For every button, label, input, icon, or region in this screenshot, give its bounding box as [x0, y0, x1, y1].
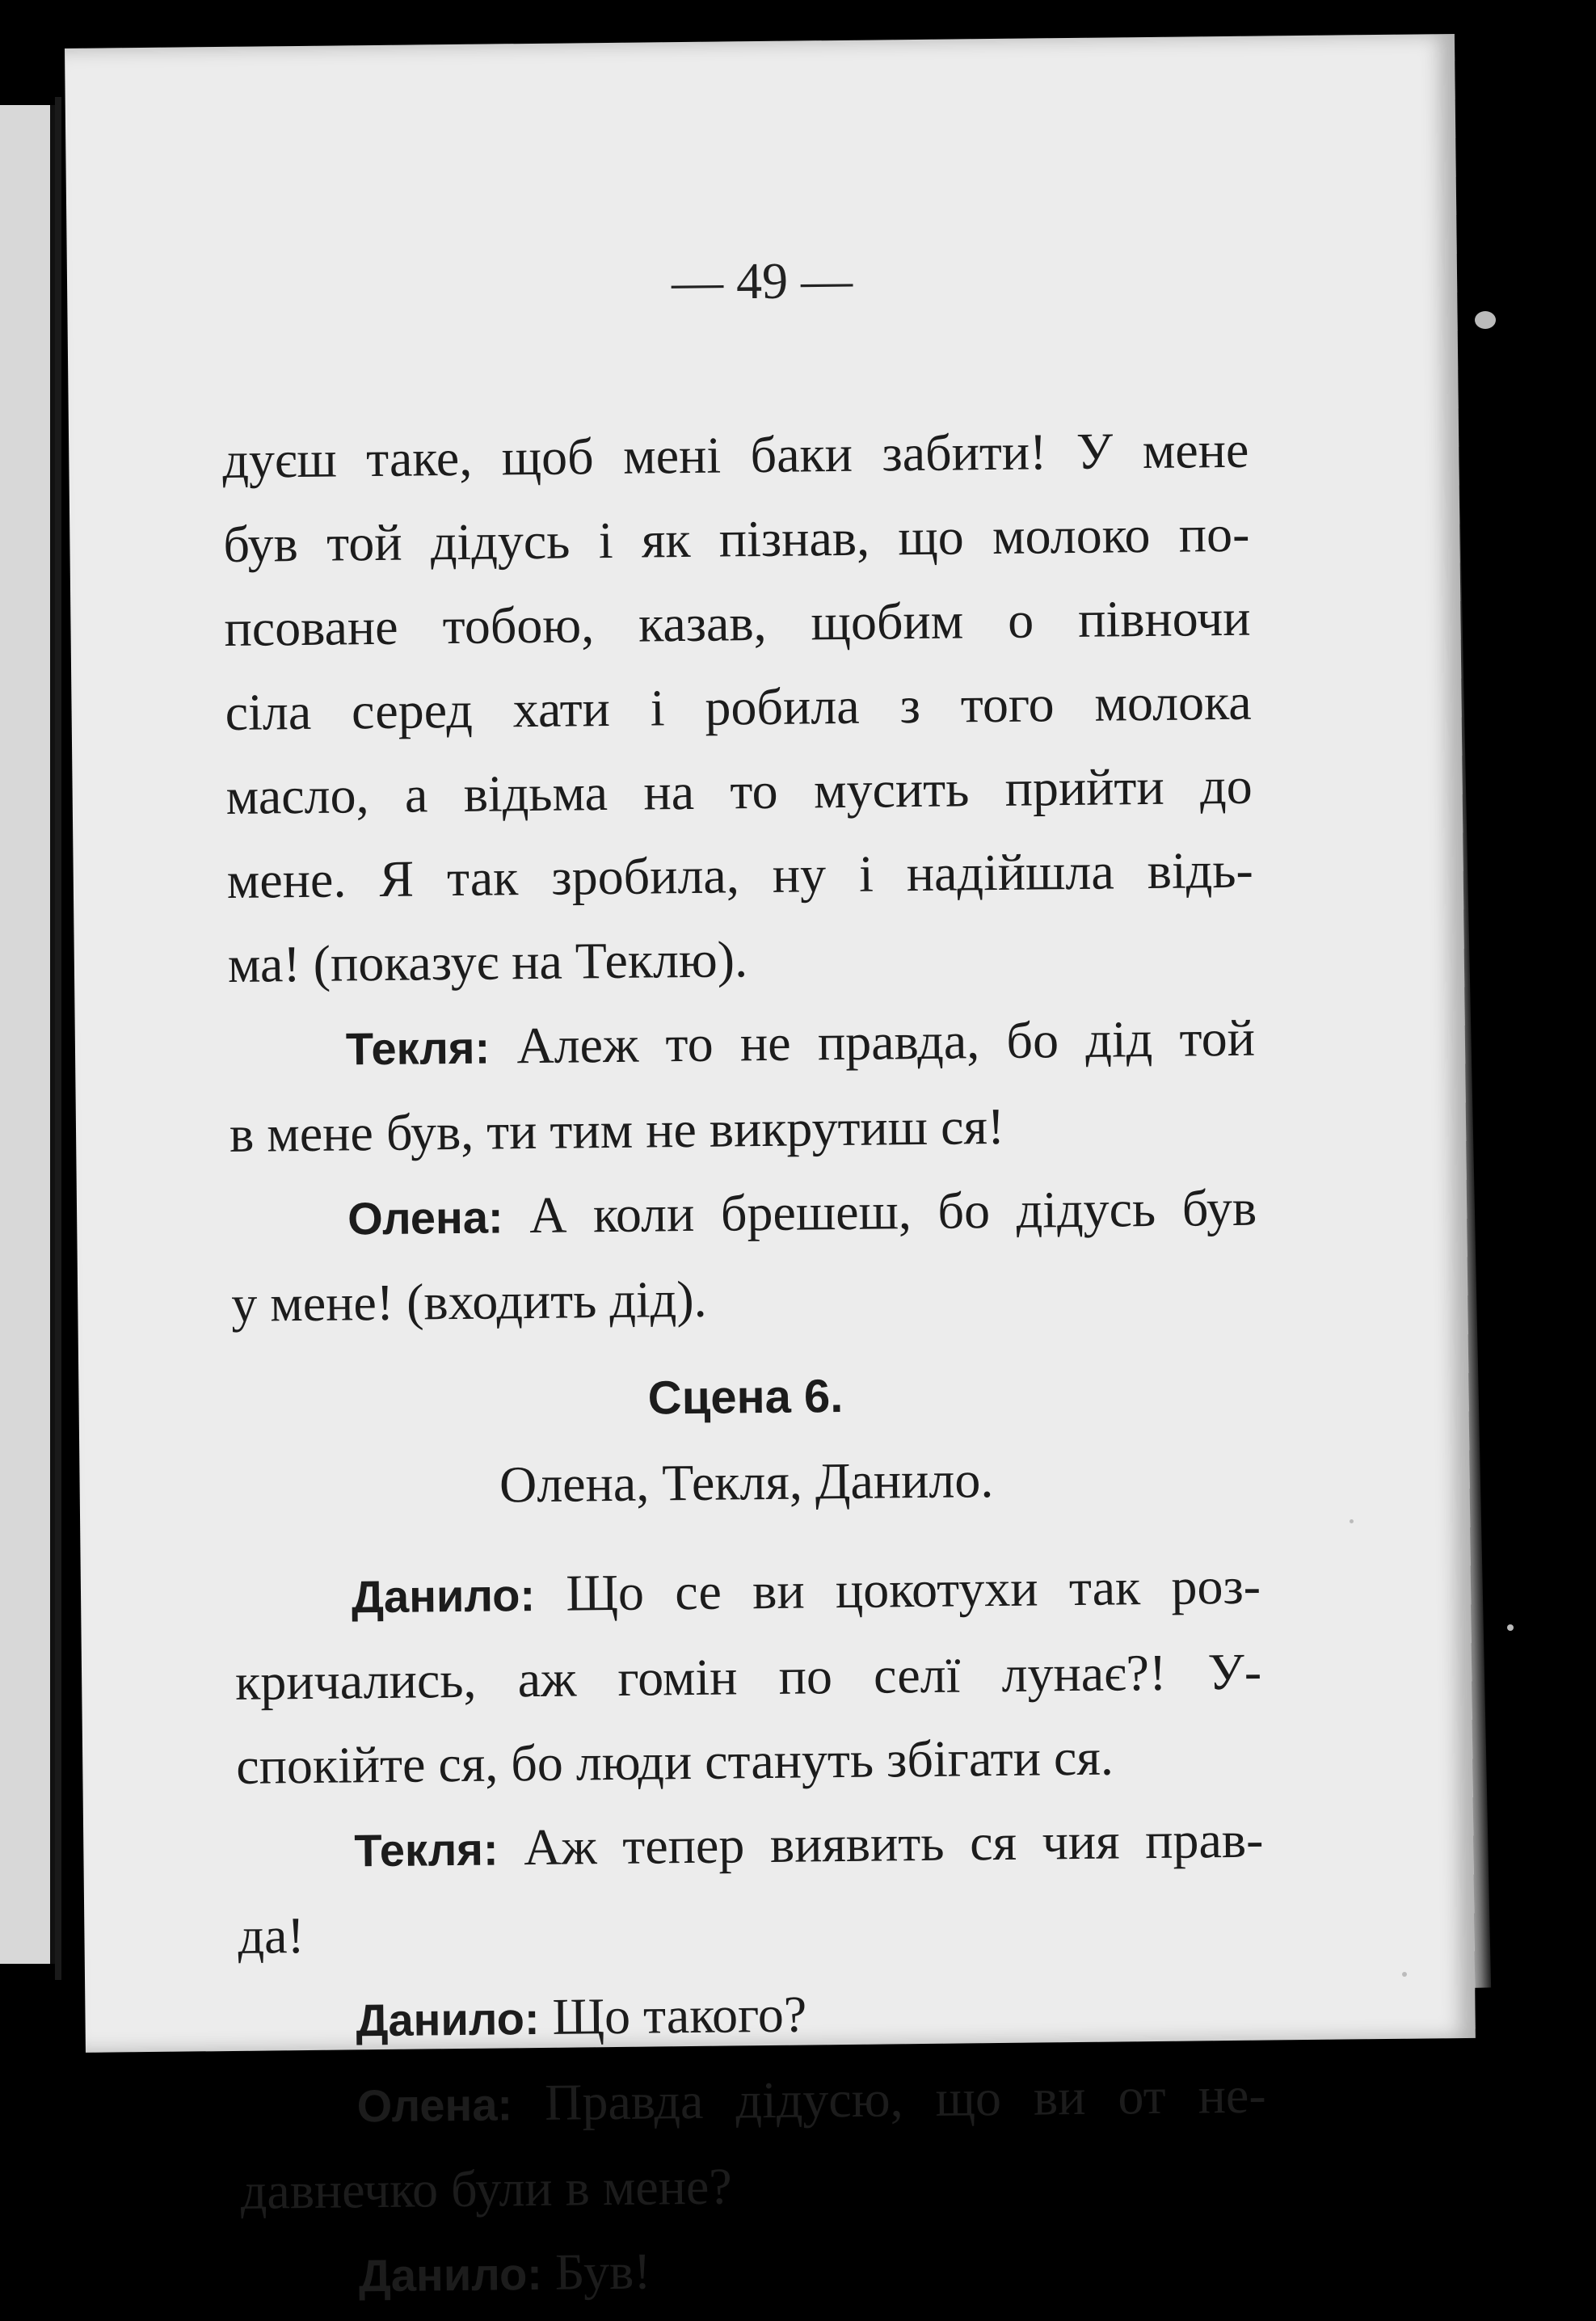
binding-rule: [55, 97, 61, 1980]
dialogue-line: спокійте ся, бо люди стануть збігати ся.: [235, 1728, 1114, 1795]
speaker-name: Данило:: [351, 1569, 536, 1623]
dialogue-turn: [234, 1544, 1263, 1809]
dust-speck: [1350, 1519, 1354, 1523]
book-page: [65, 34, 1476, 2302]
text-line: псоване тобою, казав, щобим о півночи: [224, 588, 1251, 657]
speaker-name: Олена:: [356, 2079, 513, 2132]
speaker-name: Олена:: [347, 1191, 503, 1245]
dialogue-turn: [238, 1968, 1265, 2064]
dialogue-turn: [237, 1798, 1265, 1978]
dialogue-first-line: [237, 1798, 1264, 1894]
scene-title: Сцена 6.: [647, 1370, 844, 1425]
dialogue-first-line: [241, 2223, 1268, 2319]
dust-speck: [1475, 311, 1496, 329]
dialogue-line: в мене був, ти тим не викрутиш ся!: [229, 1097, 1005, 1163]
dialogue-turn: [228, 996, 1256, 1177]
dialogue-turn: [241, 2223, 1268, 2319]
dialogue-first-line: [228, 996, 1255, 1093]
text-line: був той дідусь і як пізнав, що молоко по-: [223, 504, 1250, 573]
dialogue-first-line: [239, 2054, 1266, 2150]
dialogue-text: Що се ви цокотухи так роз-: [565, 1556, 1261, 1622]
text-line: сіла серед хати і робила з того молока: [225, 672, 1252, 741]
page-text: [222, 408, 1269, 2319]
dialogue-text: Аж тепер виявить ся чия прав-: [523, 1810, 1264, 1877]
text-line: дуєш таке, щоб мені баки забити! У мене: [221, 420, 1249, 489]
dialogue-text: Що такого?: [552, 1985, 807, 2045]
dialogue-text: Був!: [554, 2242, 651, 2301]
dialogue-line: давнечко були в мене?: [240, 2157, 733, 2220]
dialogue-first-line: [238, 1968, 1265, 2064]
dialogue-line: да!: [238, 1906, 305, 1965]
text-line: ма! (показує на Теклю).: [227, 930, 748, 993]
speaker-name: Текля:: [345, 1021, 491, 1075]
dialogue-text: Правда дідусю, що ви от не-: [544, 2066, 1266, 2131]
dialogue-turn: [230, 1166, 1258, 1346]
dialogue-text: Алеж то не правда, бо дід той: [516, 1009, 1256, 1075]
speaker-name: Данило:: [358, 2247, 543, 2302]
dialogue-first-line: [230, 1166, 1257, 1262]
dialogue-text: А коли брешеш, бо дідусь був: [528, 1178, 1257, 1245]
scene-cast: Олена, Текля, Данило.: [499, 1451, 994, 1514]
dialogue-line: у мене! (входить дід).: [230, 1270, 707, 1333]
continuation-paragraph: [222, 408, 1255, 1007]
page-number: — 49 —: [671, 251, 853, 311]
dialogue-line: кричались, аж гомін по селї лунає?! У-: [234, 1642, 1262, 1711]
speaker-name: Данило:: [356, 1992, 540, 2046]
dialogue-first-line: [234, 1544, 1261, 1641]
dust-speck: [1507, 1624, 1514, 1631]
text-line: мене. Я так зробила, ну і надійшла відь-: [226, 840, 1254, 909]
text-line: масло, а відьма на то мусить прийти до: [225, 756, 1253, 825]
dust-speck: [1402, 1972, 1407, 1977]
dialogue-turn: [239, 2054, 1267, 2234]
speaker-name: Текля:: [354, 1823, 499, 1877]
left-page-edge: [0, 105, 58, 1964]
